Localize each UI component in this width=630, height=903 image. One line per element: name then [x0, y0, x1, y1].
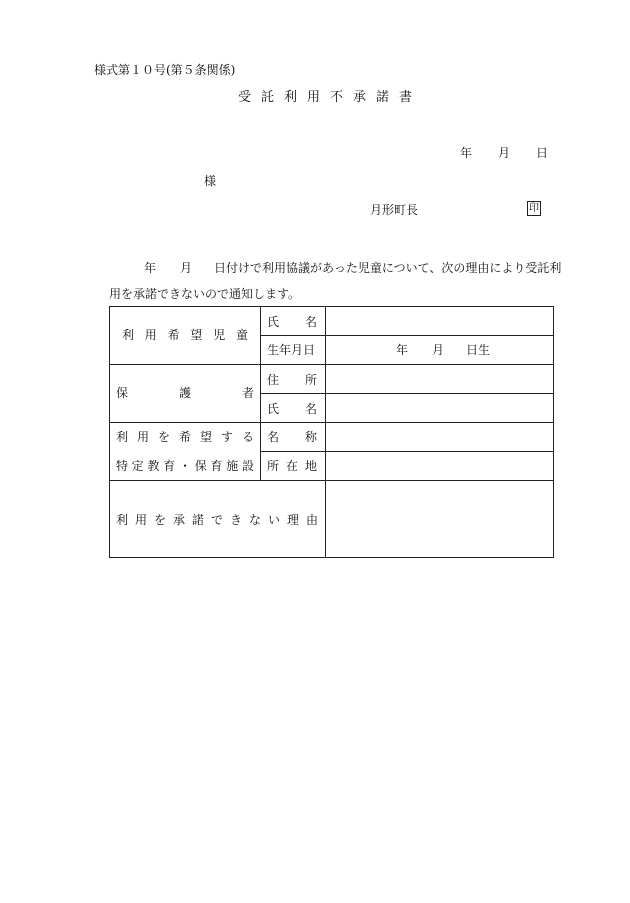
body-line-2: 用を承諾できないので通知します。 [109, 287, 301, 301]
table-divider [110, 364, 553, 365]
child-section-label: 利用希望児童 [122, 328, 259, 342]
table-divider [110, 422, 553, 423]
facility-label-line-2: 特定教育・保育施設 [116, 459, 258, 473]
table-divider [110, 480, 553, 481]
child-birthdate-label: 生年月日 [267, 343, 316, 357]
issuer-name: 月形町長 [370, 203, 419, 217]
date-day: 日 [535, 146, 548, 160]
birthdate-value [396, 344, 490, 356]
facility-location-field[interactable] [327, 453, 552, 479]
recipient-suffix: 様 [204, 174, 217, 188]
facility-location-label: 所在地 [267, 459, 324, 473]
guardian-section-label: 保護者 [116, 386, 305, 400]
child-name-field[interactable] [327, 308, 552, 334]
seal-mark: 印 [529, 203, 539, 214]
body-text: 日付けで利用協議があった児童について、次の理由により受託利 [214, 261, 562, 275]
guardian-name-field[interactable] [327, 395, 552, 421]
table-divider [260, 451, 553, 452]
child-name-label: 氏名 [267, 315, 343, 329]
facility-name-field[interactable] [327, 424, 552, 450]
reason-field[interactable] [327, 482, 552, 556]
body-month: 月 [180, 261, 193, 275]
form-table [109, 306, 554, 558]
date-month: 月 [497, 146, 510, 160]
table-divider [260, 335, 553, 336]
body-line-1 [144, 262, 561, 274]
guardian-address-field[interactable] [327, 366, 552, 392]
date-line [460, 147, 548, 159]
body-year: 年 [144, 261, 157, 275]
form-number: 様式第１０号(第５条関係) [94, 63, 236, 77]
guardian-address-label: 住所 [267, 373, 343, 387]
facility-name-label: 名称 [267, 430, 343, 444]
birthdate-month: 月 [432, 343, 445, 357]
reason-label: 利用を承諾できない理由 [116, 513, 325, 527]
guardian-name-label: 氏名 [267, 402, 343, 416]
document-title: 受託利用不承諾書 [237, 90, 422, 105]
birthdate-day: 日生 [466, 343, 491, 357]
facility-label-line-1: 利用を希望する [116, 430, 263, 444]
date-year: 年 [459, 146, 472, 160]
birthdate-year: 年 [396, 343, 409, 357]
